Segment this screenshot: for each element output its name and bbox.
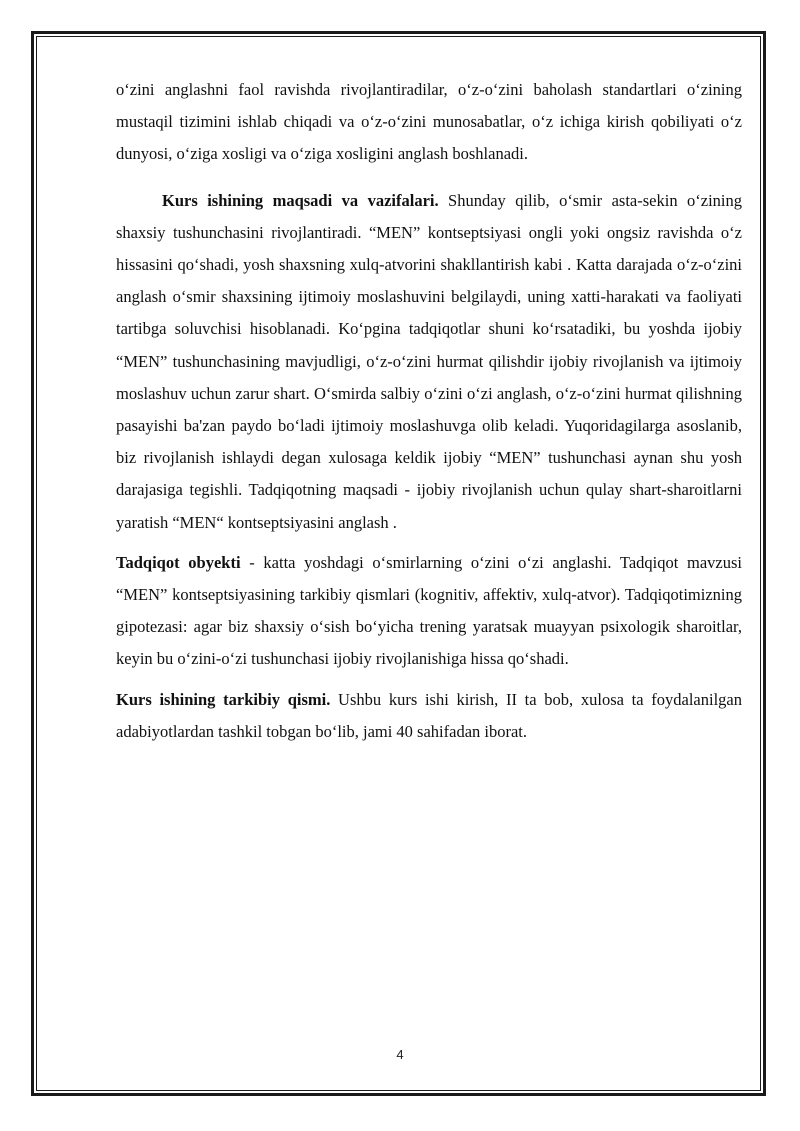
object-paragraph [116, 547, 742, 676]
structure-heading: Kurs ishining tarkibiy qismi. [116, 689, 331, 709]
structure-paragraph [116, 684, 742, 748]
document-body [116, 74, 742, 748]
page-number: 4 [396, 1047, 404, 1062]
structure-text: Ushbu kurs ishi kirish, II ta bob, xulosa ta foydalanilgan adabiyotlardan tashkil tobgan bo‘lib, jami 40 sahifadan iborat. [116, 689, 742, 741]
goal-text: Shunday qilib, o‘smir asta-sekin o‘zining shaxsiy tushunchasini rivojlantiradi. “MEN” kontseptsiyasi ongli yoki ongsiz ravishda o‘z hissasini qo‘shadi, yosh shaxsning xulq-atvorini shakllantirish kabi . Katta darajada o‘z-o‘zini anglash o‘smir shaxsining ijtimoiy moslashuvini belgilaydi, uning xatti-harakati va faoliyati tartibga soluvchisi hisoblanadi. Ko‘pgina tadqiqotlar shuni ko‘rsatadiki, bu yoshda ijobiy “MEN” tushunchasining mavjudligi, o‘z-o‘zini hurmat qilishdir ijobiy rivojlanish va ijtimoiy moslashuv uchun zarur shart. O‘smirda salbiy o‘zini o‘zi anglash, o‘z-o‘zini hurmat qilishning pasayishi ba'zan paydo bo‘ladi ijtimoiy moslashuvga olib keladi. Yuqoridagilarga asoslanib, biz rivojlanish ishlaydi degan xulosaga keldik ijobiy “MEN” tushunchasi aynan shu yosh darajasiga tegishli. Tadqiqotning maqsadi - ijobiy rivojlanish uchun qulay shart-sharoitlarni yaratish “MEN“ kontseptsiyasini anglash . [116, 190, 742, 532]
intro-text: o‘zini anglashni faol ravishda rivojlantiradilar, o‘z-o‘zini baholash standartlari o‘zining mustaqil tizimini ishlab chiqadi va o‘z-o‘zini munosabatlar, o‘z ichiga kirish qobiliyati o‘z dunyosi, o‘ziga xosligi va o‘ziga xosligini anglash boshlanadi. [116, 80, 742, 164]
object-text: - katta yoshdagi o‘smirlarning o‘zini o‘zi anglashi. Tadqiqot mavzusi “MEN” kontseptsiyasining tarkibiy qismlari (kognitiv, affektiv, xulq-atvor). Tadqiqotimizning gipotezasi: agar biz shaxsiy o‘sish bo‘yicha trening yaratsak muayyan psixologik sharoitlar, keyin bu o‘zini-o‘zi tushunchasi ijobiy rivojlanishiga hissa qo‘shadi. [116, 552, 743, 669]
goal-heading: Kurs ishining maqsadi va vazifalari. [162, 190, 439, 210]
intro-paragraph [116, 74, 742, 171]
object-heading: Tadqiqot obyekti [116, 552, 241, 572]
goal-paragraph [116, 185, 742, 539]
